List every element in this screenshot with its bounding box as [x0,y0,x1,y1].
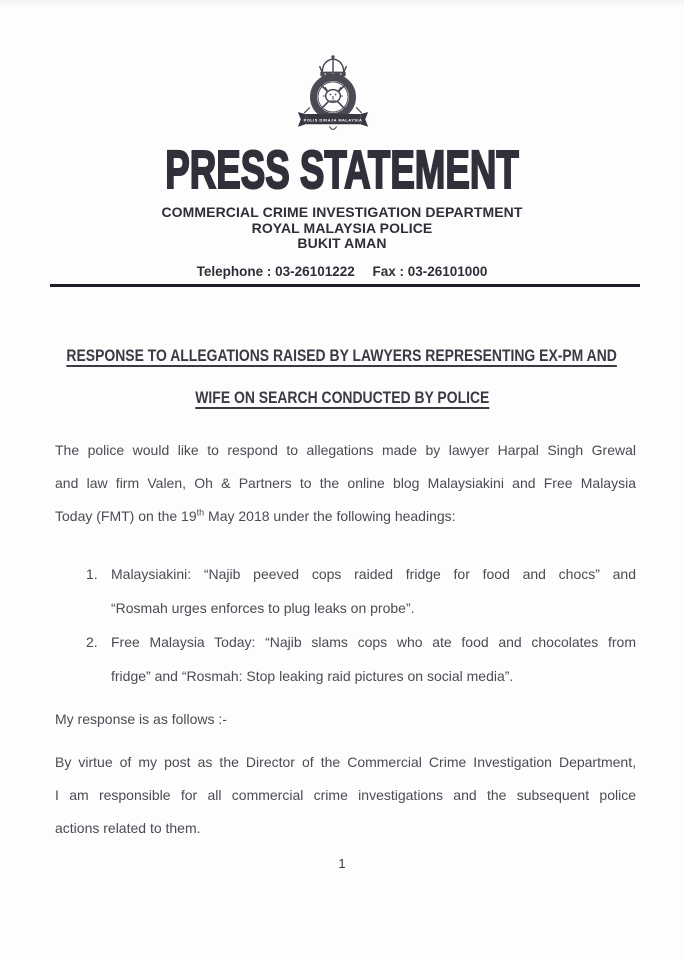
royal-malaysia-police-crest-icon [292,52,374,138]
intro-line-3: Today (FMT) on the 19th May 2018 under the following headings: [55,506,456,524]
letterhead [0,0,684,143]
department-line-2: ROYAL MALAYSIA POLICE [251,219,433,236]
response-intro: My response is as follows :- [55,710,227,727]
ordinal-superscript: th [196,506,205,517]
document-title [0,140,684,200]
contact-line [0,264,684,279]
list-item-2 [55,625,636,693]
telephone-number: Telephone : 03-26101222 [196,263,355,279]
statement-body [55,434,636,845]
intro-paragraph [55,434,636,533]
department-line-3: BUKIT AMAN [297,235,387,251]
heading-line-2: WIFE ON SEARCH CONDUCTED BY POLICE [194,387,490,407]
press-statement-title-text: PRESS STATEMENT [165,140,519,200]
list-item-1-line-1: Malaysiakini: “Najib peeved cops raided fridge for food and chocs” and [111,565,636,582]
closing-line-2: I am responsible for all commercial crime investigations and the subsequent police [55,786,636,803]
allegation-list [55,557,636,693]
intro-line-1: The police would like to respond to allegations made by lawyer Harpal Singh Grewal [55,441,636,458]
scan-artifact-top [0,0,684,7]
list-item-2-line-2: fridge” and “Rosmah: Stop leaking raid pictures on social media”. [111,667,514,684]
closing-paragraph [55,746,636,845]
department-block [0,205,684,252]
closing-line-1: By virtue of my post as the Director of the Commercial Crime Investigation Department, [55,753,636,770]
closing-line-3: actions related to them. [55,819,201,836]
department-line-1: COMMERCIAL CRIME INVESTIGATION DEPARTMENT [161,204,523,220]
heading-line-1: RESPONSE TO ALLEGATIONS RAISED BY LAWYERS REPRESENTING EX-PM AND [66,345,618,365]
list-item-1-line-2: “Rosmah urges enforces to plug leaks on probe”. [111,599,415,616]
list-number-1: 1. [86,565,98,582]
fax-number: Fax : 03-26101000 [372,263,488,279]
statement-heading [0,335,684,419]
intro-line-2: and law firm Valen, Oh & Partners to the online blog Malaysiakini and Free Malaysia [55,474,636,491]
list-number-2: 2. [86,633,98,650]
list-item-2-line-1: Free Malaysia Today: “Najib slams cops who ate food and chocolates from [111,633,636,650]
letterhead-divider [50,284,640,287]
crest-banner-text: POLIS DIRAJA MALAYSIA [303,117,363,123]
page-number: 1 [338,856,346,871]
list-item-1 [55,557,636,625]
